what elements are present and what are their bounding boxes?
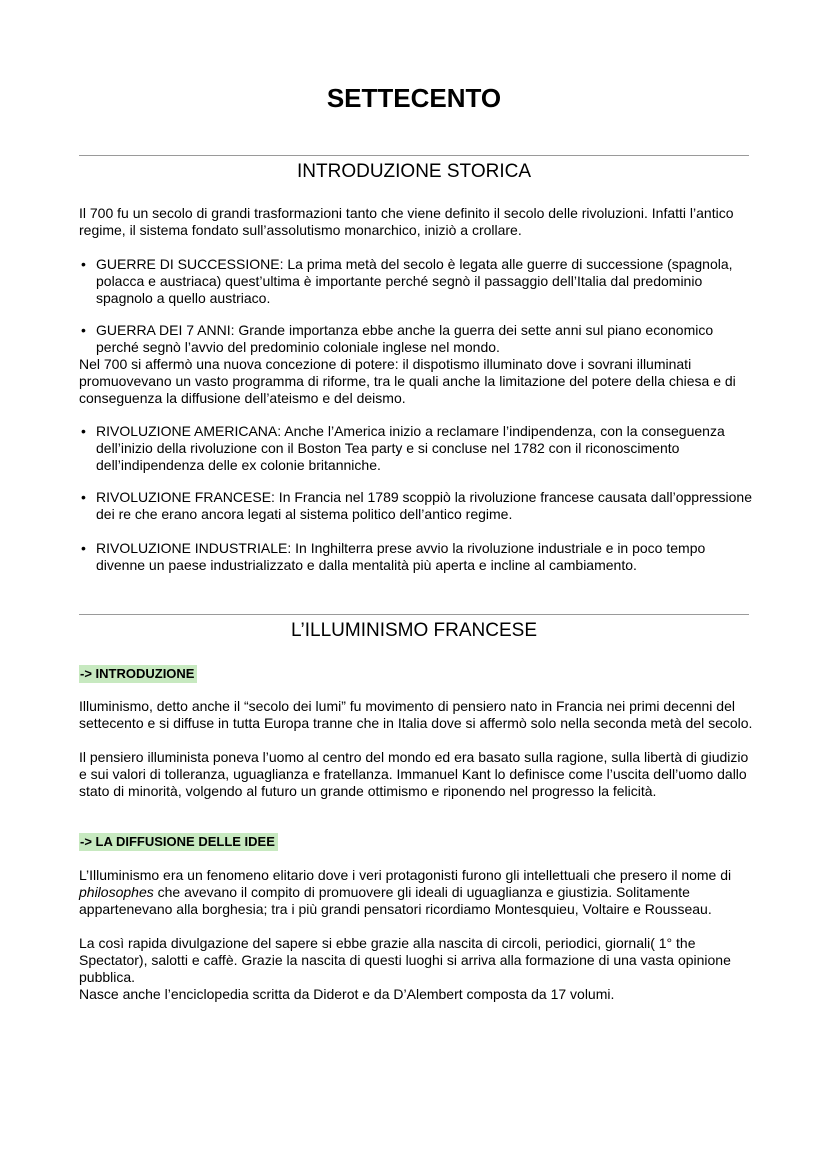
- bullet-marker: •: [81, 322, 86, 338]
- diffusione-paragraph-3: Nasce anche l’enciclopedia scritta da Diderot e da D’Alembert composta da 17 volumi.: [79, 986, 615, 1002]
- bullet-text: RIVOLUZIONE FRANCESE: In Francia nel 1789 scoppiò la rivoluzione francese causata dall’oppressione dei re che erano ancora legati al sistema politico dell’antico regime.: [96, 489, 752, 522]
- bullet-rivoluzione-americana: [79, 423, 755, 474]
- intro-paragraph: Il 700 fu un secolo di grandi trasformazioni tanto che viene definito il secolo delle rivoluzioni. Infatti l’antico regime, il sistema fondato sull’assolutismo monarchico, iniziò a crollare.: [79, 205, 734, 238]
- section-divider: [79, 614, 749, 615]
- section-heading-illuminismo-francese: L’ILLUMINISMO FRANCESE: [291, 620, 537, 641]
- illuminismo-paragraph-1: Illuminismo, detto anche il “secolo dei lumi” fu movimento di pensiero nato in Francia nei primi decenni del settecento e si diffuse in tutta Europa tranne che in Italia dove si affermò solo nella seconda metà del secolo.: [79, 698, 753, 731]
- section-divider: [79, 155, 749, 156]
- bullet-guerra-dei-7-anni: [79, 322, 755, 356]
- illuminismo-paragraph-2: Il pensiero illuminista poneva l’uomo al centro del mondo ed era basato sulla ragione, sulla libertà di giudizio e sui valori di tolleranza, uguaglianza e fratellanza. Immanuel Kant lo definisce come l’uscita dell’uomo dallo stato di minorità, volgendo al futuro un grande ottimismo e riponendo nel progresso la felicità.: [79, 749, 749, 799]
- bullet-marker: •: [81, 256, 86, 272]
- diffusione-paragraph-1: [79, 867, 755, 918]
- bullet-marker: •: [81, 540, 86, 556]
- bullet-guerre-di-successione: [79, 256, 755, 307]
- bullet-rivoluzione-industriale: [79, 540, 755, 574]
- text-run: L’Illuminismo era un fenomeno elitario dove i veri protagonisti furono gli intellettuali che presero il nome di: [79, 867, 732, 883]
- bullet-marker: •: [81, 423, 86, 439]
- bullet-text: RIVOLUZIONE AMERICANA: Anche l’America inizio a reclamare l’indipendenza, con la conseguenza dell’inizio della rivoluzione con il Boston Tea party e si concluse nel 1782 con il riconoscimento dell’indipendenza delle ex colonie britanniche.: [96, 423, 725, 473]
- bullet-text: GUERRE DI SUCCESSIONE: La prima metà del secolo è legata alle guerre di successione (spagnola, polacca e austriaca) quest’ultima è importante perché segnò il passaggio dell’Italia dal predominio spagnolo a quello austriaco.: [96, 256, 733, 306]
- section-heading-introduzione-storica: INTRODUZIONE STORICA: [297, 161, 531, 182]
- subheading-introduzione: -> INTRODUZIONE: [79, 665, 197, 683]
- page-title: SETTECENTO: [326, 83, 502, 113]
- bullet-text: GUERRA DEI 7 ANNI: Grande importanza ebbe anche la guerra dei sette anni sul piano economico perché segnò l’avvio del predominio coloniale inglese nel mondo.: [96, 322, 714, 355]
- diffusione-paragraph-2: La così rapida divulgazione del sapere si ebbe grazie alla nascita di circoli, periodici, giornali( 1° the Spectator), salotti e caffè. Grazie la nascita di questi luoghi si arriva alla formazione di una vasta opinione pubblica.: [79, 935, 731, 985]
- bullet-rivoluzione-francese: [79, 489, 755, 523]
- bullet-marker: •: [81, 489, 86, 505]
- despotism-paragraph: Nel 700 si affermò una nuova concezione di potere: il dispotismo illuminato dove i sovrani illuminati promuovevano un vasto programma di riforme, tra le quali anche la limitazione del potere della chiesa e di conseguenza la diffusione dell’ateismo e del deismo.: [79, 356, 736, 406]
- subheading-diffusione-delle-idee: -> LA DIFFUSIONE DELLE IDEE: [79, 833, 278, 851]
- bullet-text: RIVOLUZIONE INDUSTRIALE: In Inghilterra prese avvio la rivoluzione industriale e in poco tempo divenne un paese industrializzato e dalla mentalità più aperta e incline al cambiamento.: [96, 540, 706, 573]
- philosophes-term: philosophes: [79, 884, 154, 900]
- text-run: che avevano il compito di promuovere gli ideali di uguaglianza e giustizia. Solitamente appartenevano alla borghesia; tra i più grandi pensatori ricordiamo Montesquieu, Voltaire e Rousseau.: [79, 884, 712, 917]
